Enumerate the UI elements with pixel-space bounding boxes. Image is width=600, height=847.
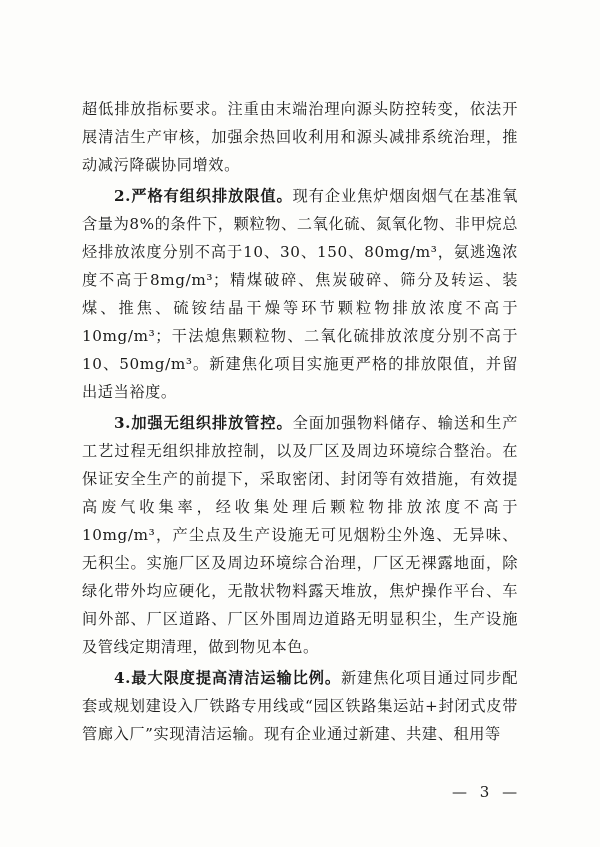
paragraph-2 (82, 182, 518, 406)
section-heading-3: 3.加强无组织排放管控。 (114, 414, 293, 432)
paragraph-3 (82, 409, 518, 661)
paragraph-2-body: 现有企业焦炉烟囱烟气在基准氧含量为8%的条件下，颗粒物、二氧化硫、氮氧化物、非甲烷总烃排放浓度分别不高于10、30、150、80mg/m³，氨逃逸浓度不高于8mg/m³；精煤破碎、焦炭破碎、筛分及转运、装煤、推焦、硫铵结晶干燥等环节颗粒物排放浓度不高于10mg/m³；干法熄焦颗粒物、二氧化硫排放浓度分别不高于10、50mg/m³。新建焦化项目实施更严格的排放限值，并留出适当裕度。 (82, 187, 519, 401)
paragraph-1-body: 超低排放指标要求。注重由末端治理向源头防控转变，依法开展清洁生产审核，加强余热回收利用和源头减排系统治理，推动减污降碳协同增效。 (82, 100, 518, 174)
page-number: — 3 — (452, 783, 522, 801)
section-heading-2: 2.严格有组织排放限值。 (114, 187, 293, 205)
paragraph-1 (82, 95, 518, 179)
paragraph-3-body: 全面加强物料储存、输送和生产工艺过程无组织排放控制，以及厂区及周边环境综合整治。在保证安全生产的前提下，采取密闭、封闭等有效措施，有效提高废气收集率，经收集处理后颗粒物排放浓度不高于10mg/m³，产尘点及生产设施无可见烟粉尘外逸、无异味、无积尘。实施厂区及周边环境综合治理，厂区无裸露地面，除绿化带外均应硬化，无散状物料露天堆放，焦炉操作平台、车间外部、厂区道路、厂区外围周边道路无明显积尘，生产设施及管线定期清理，做到物见本色。 (82, 414, 519, 656)
paragraph-4-body: 新建焦化项目通过同步配套或规划建设入厂铁路专用线或“园区铁路集运站+封闭式皮带管廊入厂”实现清洁运输。现有企业通过新建、共建、租用等 (82, 669, 518, 743)
section-heading-4: 4.最大限度提高清洁运输比例。 (114, 669, 341, 687)
paragraph-4 (82, 664, 518, 748)
document-body (82, 95, 518, 748)
